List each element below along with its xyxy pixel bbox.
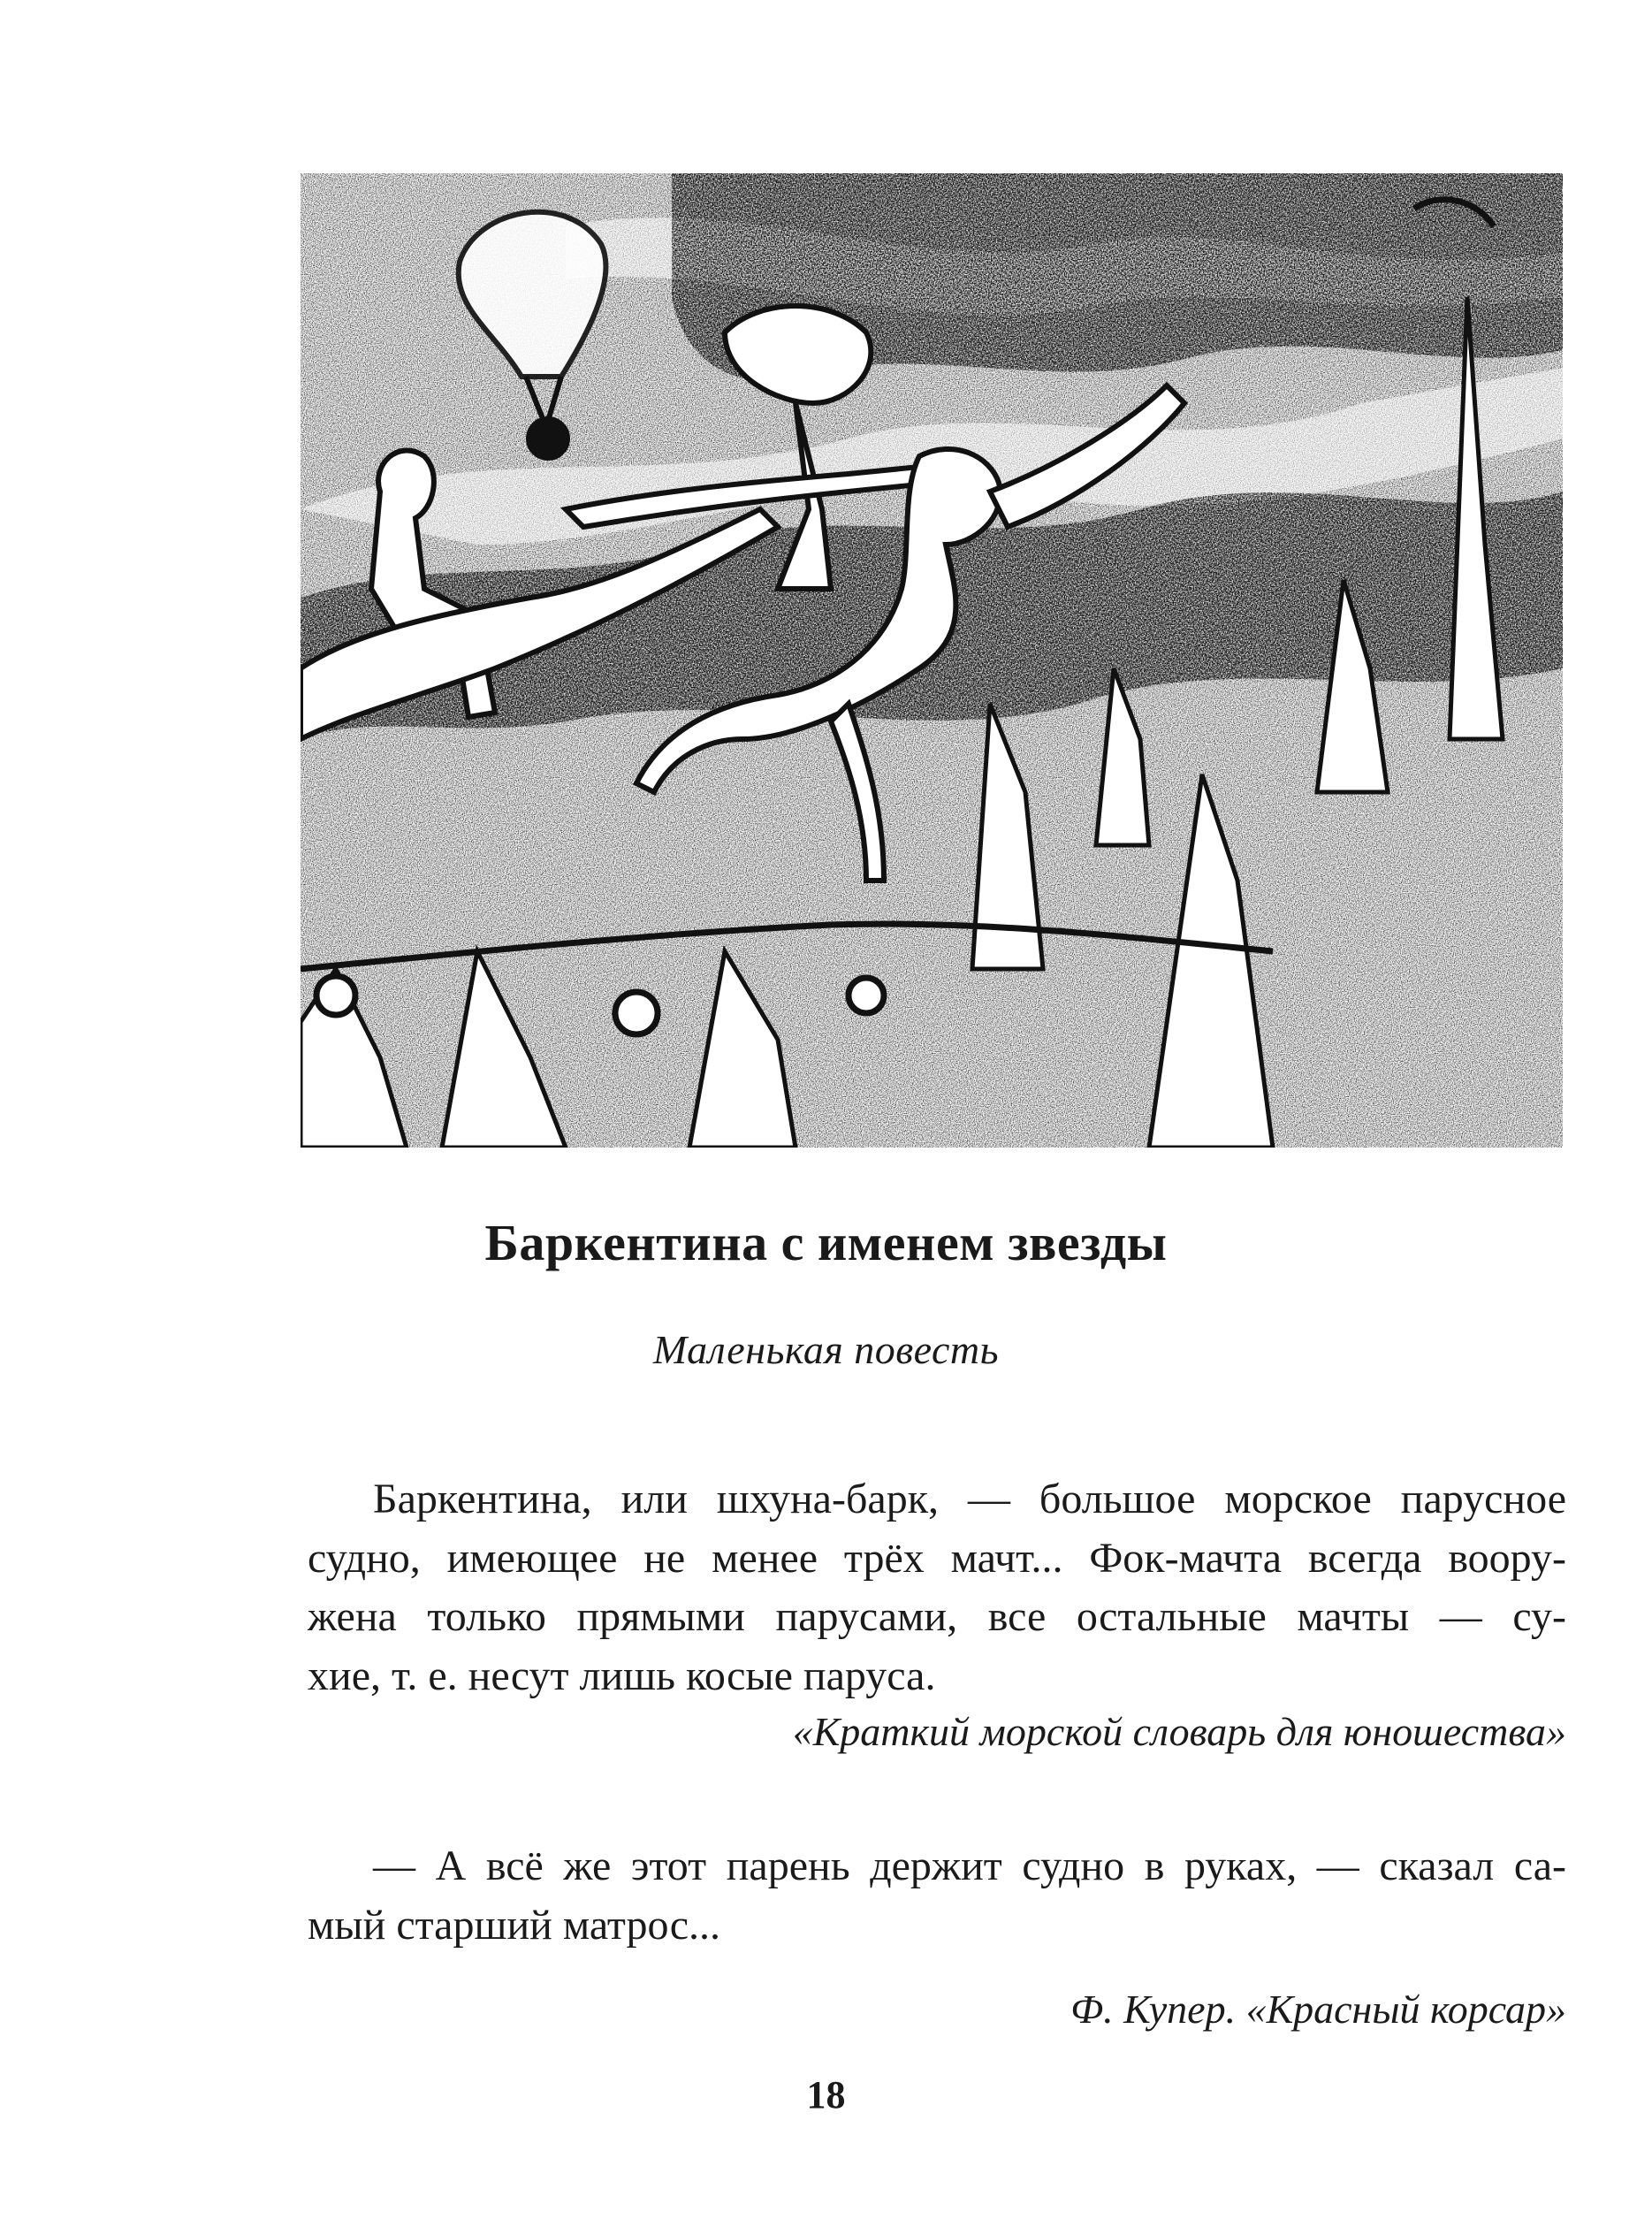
book-illustration bbox=[301, 173, 1563, 1148]
epigraph-2-line: — А всё же этот парень держит судно в руках, — сказал са- bbox=[373, 1842, 1566, 1889]
story-title: Баркентина с именем звезды bbox=[484, 1214, 1168, 1271]
epigraph-1-text bbox=[308, 1470, 1566, 1705]
epigraph-1-source: «Краткий морской словарь для юношества» bbox=[792, 1709, 1566, 1754]
page-number: 18 bbox=[806, 2073, 846, 2117]
epigraph-2-source: Ф. Купер. «Красный корсар» bbox=[1070, 1987, 1566, 2032]
epigraph-1-line: хие, т. е. несут лишь косые паруса. bbox=[308, 1651, 936, 1699]
epigraph-2-line: мый старший матрос... bbox=[308, 1901, 720, 1949]
epigraph-1-line: судно, имеющее не менее трёх мачт... Фок-мачта всегда воору- bbox=[308, 1534, 1566, 1582]
epigraph-1-line: Баркентина, или шхуна-барк, — большое морское парусное bbox=[373, 1476, 1566, 1522]
story-subtitle: Маленькая повесть bbox=[652, 1327, 1000, 1372]
epigraph-1-line: жена только прямыми парусами, все остальные мачты — су- bbox=[308, 1593, 1566, 1640]
epigraph-2-text bbox=[308, 1837, 1566, 1955]
